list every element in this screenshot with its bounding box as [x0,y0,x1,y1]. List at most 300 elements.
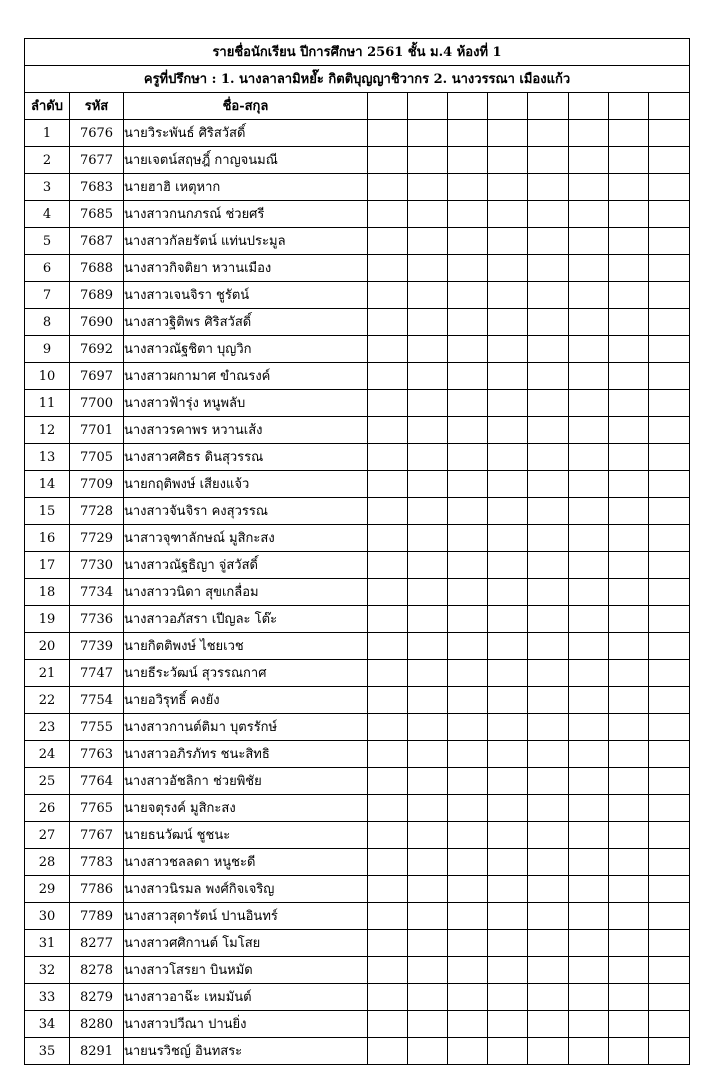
blank-check-cell [448,147,488,174]
blank-check-cell [569,930,609,957]
blank-check-cell [609,579,649,606]
blank-check-cell [448,849,488,876]
blank-check-cell [408,633,448,660]
student-id: 7754 [70,687,124,714]
blank-check-cell [488,174,528,201]
student-number: 16 [25,525,70,552]
blank-check-cell [649,795,690,822]
blank-check-cell [448,525,488,552]
table-row [25,255,690,282]
student-name: นายอวิรุทธิ์ คงยัง [124,687,368,714]
student-name: นายเจตน์สฤษฎิ์ กาญจนมณี [124,147,368,174]
blank-check-cell [649,903,690,930]
student-id: 7701 [70,417,124,444]
student-id: 7697 [70,363,124,390]
student-number: 17 [25,552,70,579]
blank-check-cell [528,201,569,228]
student-name: นางสาวปวีณา ปานยิ่ง [124,1011,368,1038]
table-row [25,1011,690,1038]
blank-check-cell [569,903,609,930]
blank-check-cell [528,228,569,255]
student-number: 24 [25,741,70,768]
blank-header-cell [408,93,448,120]
blank-check-cell [368,1038,408,1065]
blank-check-cell [448,930,488,957]
blank-check-cell [408,309,448,336]
blank-check-cell [609,525,649,552]
blank-check-cell [649,768,690,795]
blank-check-cell [368,471,408,498]
blank-check-cell [488,255,528,282]
blank-check-cell [488,930,528,957]
blank-check-cell [368,714,408,741]
blank-check-cell [408,876,448,903]
blank-check-cell [488,444,528,471]
blank-check-cell [609,633,649,660]
blank-check-cell [609,714,649,741]
blank-check-cell [408,687,448,714]
table-row [25,930,690,957]
blank-check-cell [448,417,488,444]
blank-check-cell [488,471,528,498]
blank-check-cell [448,903,488,930]
blank-check-cell [528,876,569,903]
blank-check-cell [609,1011,649,1038]
student-id: 7786 [70,876,124,903]
student-number: 25 [25,768,70,795]
blank-check-cell [368,120,408,147]
blank-check-cell [488,903,528,930]
student-id: 7730 [70,552,124,579]
blank-check-cell [488,957,528,984]
student-number: 14 [25,471,70,498]
blank-check-cell [488,390,528,417]
blank-check-cell [488,687,528,714]
table-row [25,147,690,174]
blank-check-cell [448,309,488,336]
student-id: 8278 [70,957,124,984]
student-name: นายกฤติพงษ์ เสียงแจ้ว [124,471,368,498]
blank-check-cell [368,309,408,336]
blank-check-cell [448,228,488,255]
student-name: นางสาวฟ้ารุ่ง หนูพลับ [124,390,368,417]
blank-check-cell [569,390,609,417]
blank-check-cell [488,525,528,552]
blank-check-cell [368,336,408,363]
blank-check-cell [609,363,649,390]
blank-check-cell [649,363,690,390]
blank-check-cell [448,336,488,363]
blank-check-cell [609,660,649,687]
table-row [25,903,690,930]
blank-check-cell [408,768,448,795]
student-name: นางสาวศศิกานต์ โมโสย [124,930,368,957]
table-row [25,660,690,687]
student-id: 7709 [70,471,124,498]
student-name: นางสาวกนกภรณ์ ช่วยศรี [124,201,368,228]
blank-check-cell [528,768,569,795]
blank-check-cell [609,849,649,876]
blank-check-cell [569,444,609,471]
blank-check-cell [649,282,690,309]
blank-check-cell [528,687,569,714]
table-row [25,498,690,525]
blank-check-cell [649,714,690,741]
student-id: 7789 [70,903,124,930]
blank-check-cell [368,606,408,633]
blank-check-cell [569,579,609,606]
blank-check-cell [368,579,408,606]
blank-check-cell [649,984,690,1011]
student-id: 7689 [70,282,124,309]
blank-check-cell [649,471,690,498]
blank-check-cell [649,336,690,363]
student-name: นางสาวอภัสรา เปีญละ โต๊ะ [124,606,368,633]
student-number: 19 [25,606,70,633]
blank-check-cell [368,876,408,903]
student-id: 7783 [70,849,124,876]
student-name: นางสาวอาฉ๊ะ เหมมันต์ [124,984,368,1011]
blank-check-cell [609,228,649,255]
blank-check-cell [609,282,649,309]
student-name: นางสาวโสรยา บินหมัด [124,957,368,984]
title-row [25,39,690,66]
blank-check-cell [649,444,690,471]
blank-check-cell [448,984,488,1011]
blank-check-cell [569,606,609,633]
table-row [25,795,690,822]
blank-check-cell [528,822,569,849]
blank-check-cell [528,903,569,930]
table-row [25,174,690,201]
blank-check-cell [408,201,448,228]
blank-check-cell [609,687,649,714]
student-number: 28 [25,849,70,876]
table-row [25,849,690,876]
blank-check-cell [488,714,528,741]
student-name: นาสาวจุฑาลักษณ์ มูสิกะสง [124,525,368,552]
blank-check-cell [649,255,690,282]
blank-check-cell [569,687,609,714]
student-id: 7765 [70,795,124,822]
blank-check-cell [368,255,408,282]
blank-check-cell [649,579,690,606]
blank-check-cell [649,498,690,525]
blank-check-cell [569,309,609,336]
blank-check-cell [569,417,609,444]
blank-check-cell [569,174,609,201]
blank-check-cell [569,714,609,741]
blank-check-cell [488,984,528,1011]
blank-check-cell [368,552,408,579]
blank-check-cell [609,741,649,768]
blank-check-cell [488,633,528,660]
blank-check-cell [448,660,488,687]
table-row [25,336,690,363]
student-number: 27 [25,822,70,849]
student-number: 13 [25,444,70,471]
blank-check-cell [649,228,690,255]
blank-check-cell [488,201,528,228]
blank-check-cell [528,1011,569,1038]
blank-check-cell [528,660,569,687]
student-name: นางสาวณัฐธิญา จู่สวัสดิ์ [124,552,368,579]
table-row [25,120,690,147]
blank-check-cell [569,255,609,282]
student-id: 7687 [70,228,124,255]
blank-check-cell [368,417,408,444]
student-id: 7692 [70,336,124,363]
blank-check-cell [569,768,609,795]
blank-check-cell [368,687,408,714]
student-number: 7 [25,282,70,309]
blank-header-cell [649,93,690,120]
blank-check-cell [448,633,488,660]
blank-check-cell [569,633,609,660]
blank-check-cell [408,498,448,525]
blank-check-cell [448,1011,488,1038]
student-number: 34 [25,1011,70,1038]
blank-check-cell [528,363,569,390]
teacher-row [25,66,690,93]
roster-body [25,120,690,1065]
blank-check-cell [528,498,569,525]
student-id: 7728 [70,498,124,525]
student-name: นางสาวอภิรภัทร ชนะสิทธิ [124,741,368,768]
student-name: นางสาวจันจิรา คงสุวรรณ [124,498,368,525]
blank-check-cell [448,498,488,525]
blank-check-cell [448,471,488,498]
column-header-id: รหัส [70,93,124,120]
blank-check-cell [488,822,528,849]
student-number: 18 [25,579,70,606]
blank-check-cell [649,822,690,849]
blank-check-cell [368,174,408,201]
student-id: 7676 [70,120,124,147]
blank-check-cell [488,120,528,147]
blank-check-cell [448,363,488,390]
student-name: นางสาวรคาพร หวานเส้ง [124,417,368,444]
student-name: นายนรวิชญ์ อินทสระ [124,1038,368,1065]
blank-check-cell [408,795,448,822]
blank-check-cell [609,174,649,201]
blank-check-cell [408,660,448,687]
blank-check-cell [609,417,649,444]
table-row [25,633,690,660]
blank-check-cell [488,228,528,255]
blank-check-cell [649,1011,690,1038]
blank-check-cell [569,660,609,687]
table-row [25,687,690,714]
blank-header-cell [368,93,408,120]
student-number: 8 [25,309,70,336]
blank-check-cell [488,1038,528,1065]
student-number: 26 [25,795,70,822]
blank-check-cell [408,174,448,201]
student-id: 8277 [70,930,124,957]
blank-check-cell [609,201,649,228]
student-number: 33 [25,984,70,1011]
student-id: 8291 [70,1038,124,1065]
blank-check-cell [609,606,649,633]
student-name: นางสาวเจนจิรา ชูรัตน์ [124,282,368,309]
blank-check-cell [649,633,690,660]
student-number: 10 [25,363,70,390]
blank-check-cell [569,822,609,849]
blank-check-cell [528,174,569,201]
student-id: 7739 [70,633,124,660]
table-row [25,984,690,1011]
blank-header-cell [569,93,609,120]
blank-check-cell [488,741,528,768]
table-row [25,768,690,795]
table-row [25,525,690,552]
student-id: 7688 [70,255,124,282]
student-number: 35 [25,1038,70,1065]
student-number: 1 [25,120,70,147]
blank-check-cell [408,525,448,552]
student-name: นางสาวฐิติพร ศิริสวัสดิ์ [124,309,368,336]
blank-check-cell [448,795,488,822]
student-name: นายจตุรงค์ มูสิกะสง [124,795,368,822]
blank-check-cell [368,984,408,1011]
blank-check-cell [408,255,448,282]
blank-check-cell [488,336,528,363]
blank-check-cell [569,201,609,228]
blank-check-cell [649,417,690,444]
blank-check-cell [528,714,569,741]
blank-check-cell [609,444,649,471]
blank-check-cell [528,930,569,957]
blank-check-cell [609,984,649,1011]
student-name: นางสาวนิรมล พงศ์กิจเจริญ [124,876,368,903]
blank-check-cell [649,876,690,903]
blank-check-cell [528,471,569,498]
blank-check-cell [488,876,528,903]
blank-check-cell [649,606,690,633]
table-row [25,363,690,390]
blank-check-cell [569,1038,609,1065]
blank-check-cell [408,282,448,309]
student-number: 12 [25,417,70,444]
column-header-no: ลำดับ [25,93,70,120]
blank-check-cell [609,903,649,930]
blank-check-cell [448,606,488,633]
blank-check-cell [569,471,609,498]
blank-check-cell [609,552,649,579]
student-id: 7747 [70,660,124,687]
blank-check-cell [448,687,488,714]
blank-check-cell [569,795,609,822]
blank-check-cell [448,552,488,579]
student-id: 7705 [70,444,124,471]
blank-check-cell [528,390,569,417]
student-name: นางสาวกัลยรัตน์ แท่นประมูล [124,228,368,255]
blank-check-cell [408,147,448,174]
blank-check-cell [649,687,690,714]
blank-check-cell [528,957,569,984]
blank-check-cell [569,876,609,903]
blank-check-cell [448,822,488,849]
student-name: นางสาวผกามาศ ขำณรงค์ [124,363,368,390]
student-number: 2 [25,147,70,174]
blank-check-cell [528,1038,569,1065]
blank-check-cell [649,849,690,876]
blank-check-cell [528,552,569,579]
blank-check-cell [528,255,569,282]
blank-check-cell [488,498,528,525]
student-id: 8280 [70,1011,124,1038]
blank-check-cell [408,957,448,984]
column-header-name: ชื่อ-สกุล [124,93,368,120]
blank-check-cell [408,1011,448,1038]
blank-check-cell [408,444,448,471]
blank-check-cell [649,390,690,417]
blank-check-cell [488,309,528,336]
blank-check-cell [368,282,408,309]
blank-check-cell [448,741,488,768]
blank-check-cell [368,525,408,552]
student-name: นายวิระพันธ์ ศิริสวัสดิ์ [124,120,368,147]
blank-check-cell [488,363,528,390]
blank-check-cell [569,984,609,1011]
blank-check-cell [488,768,528,795]
blank-check-cell [528,525,569,552]
student-name: นางสาวศศิธร ดินสุวรรณ [124,444,368,471]
blank-check-cell [448,876,488,903]
student-number: 15 [25,498,70,525]
blank-check-cell [408,336,448,363]
student-number: 20 [25,633,70,660]
blank-check-cell [488,1011,528,1038]
blank-check-cell [528,417,569,444]
student-name: นางสาวณัฐชิตา บุญวิก [124,336,368,363]
student-name: นางสาวกานต์ติมา บุตรรักษ์ [124,714,368,741]
blank-check-cell [609,336,649,363]
blank-check-cell [609,876,649,903]
student-name: นางสาวกิจติยา หวานเมือง [124,255,368,282]
blank-check-cell [649,120,690,147]
blank-check-cell [488,579,528,606]
table-row [25,714,690,741]
table-row [25,228,690,255]
roster-title: รายชื่อนักเรียน ปีการศึกษา 2561 ชั้น ม.4 ห้องที่ 1 [25,39,690,66]
student-number: 32 [25,957,70,984]
blank-check-cell [368,498,408,525]
blank-check-cell [408,930,448,957]
blank-header-cell [609,93,649,120]
blank-check-cell [408,120,448,147]
blank-check-cell [569,498,609,525]
blank-check-cell [368,363,408,390]
blank-check-cell [368,444,408,471]
blank-check-cell [609,822,649,849]
blank-check-cell [368,390,408,417]
blank-check-cell [408,579,448,606]
student-name: นางสาวชลลดา หนูชะดี [124,849,368,876]
table-row [25,282,690,309]
blank-check-cell [528,336,569,363]
blank-check-cell [609,147,649,174]
blank-check-cell [408,363,448,390]
student-id: 7755 [70,714,124,741]
student-name: นางสาวอัชลิกา ช่วยพิชัย [124,768,368,795]
student-number: 23 [25,714,70,741]
blank-check-cell [528,741,569,768]
blank-check-cell [448,255,488,282]
table-row [25,552,690,579]
table-row [25,417,690,444]
